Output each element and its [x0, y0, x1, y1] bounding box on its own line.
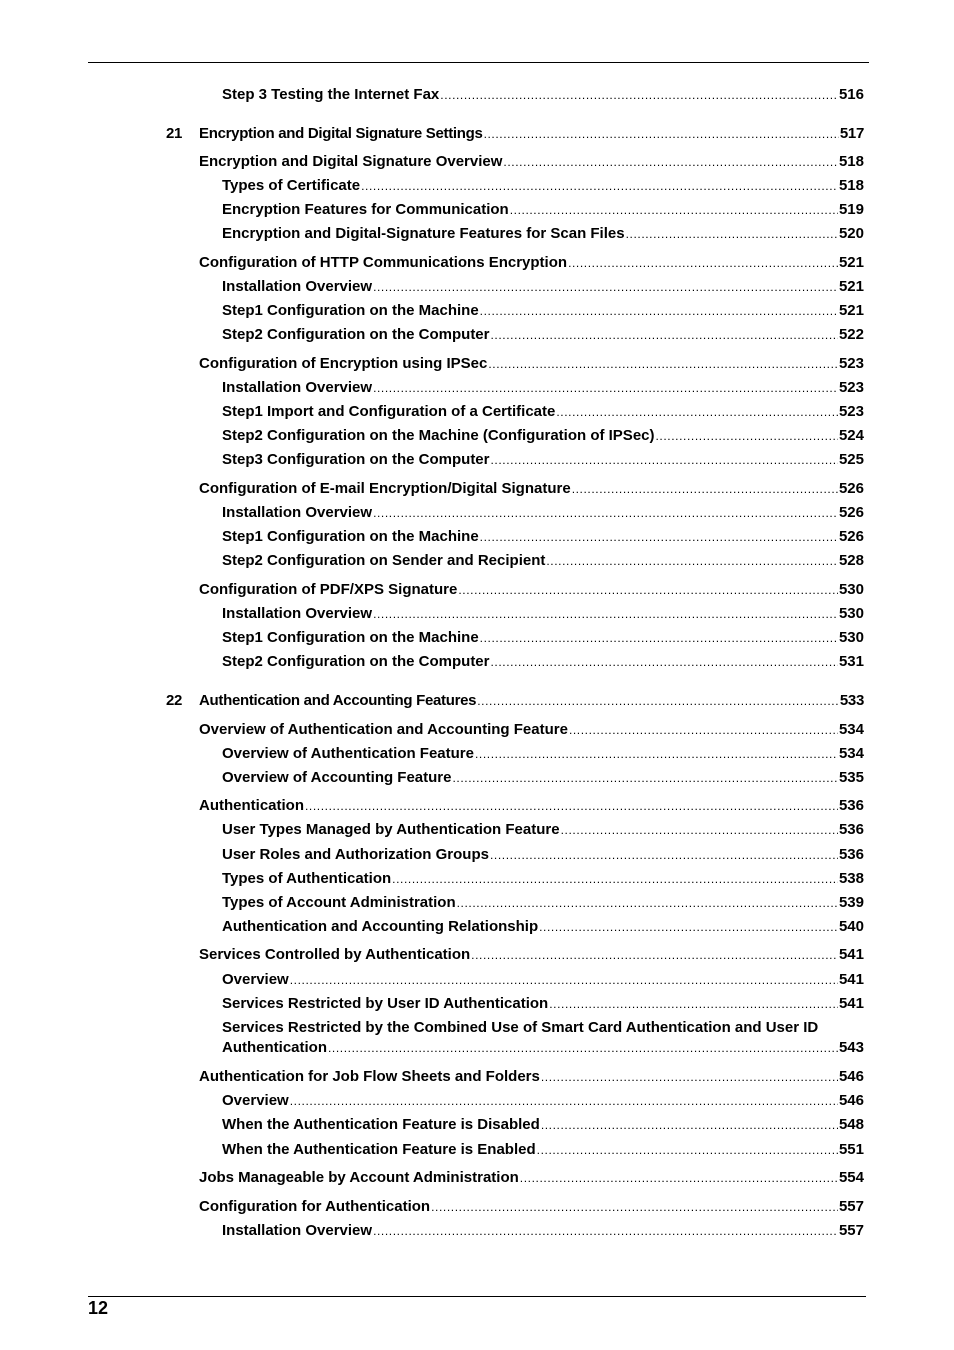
- toc-page-number: 541: [838, 946, 864, 963]
- toc-entry[interactable]: [222, 628, 864, 648]
- toc-entry[interactable]: [222, 1038, 864, 1058]
- toc-title: User Types Managed by Authentication Feature: [222, 821, 560, 838]
- toc-entry[interactable]: [199, 1197, 864, 1217]
- toc-page-number: 548: [838, 1116, 864, 1133]
- dot-leader: [361, 176, 838, 196]
- toc-page-number: 524: [838, 427, 864, 444]
- dot-leader: [480, 628, 838, 648]
- toc-page-number: 551: [838, 1141, 864, 1158]
- dot-leader: [373, 1221, 838, 1241]
- toc-entry[interactable]: [222, 450, 864, 470]
- toc-title: Overview of Authentication Feature: [222, 745, 474, 762]
- toc-page-number: 521: [838, 302, 864, 319]
- toc-title: Installation Overview: [222, 504, 373, 521]
- dot-leader: [556, 402, 838, 422]
- toc-entry[interactable]: [222, 301, 864, 321]
- toc-entry[interactable]: [199, 152, 864, 172]
- toc-page-number: 538: [838, 870, 864, 887]
- dot-leader: [305, 796, 838, 816]
- toc-title: Installation Overview: [222, 278, 373, 295]
- toc-page-number: 536: [838, 846, 864, 863]
- toc-entry[interactable]: [222, 1221, 864, 1241]
- toc-title: Services Controlled by Authentication: [199, 946, 471, 963]
- toc-page-number: 530: [838, 581, 864, 598]
- dot-leader: [572, 479, 838, 499]
- toc-title: Step3 Configuration on the Computer: [222, 451, 490, 468]
- toc-entry[interactable]: [199, 580, 864, 600]
- toc-title: Authentication and Accounting Features: [199, 692, 477, 709]
- toc-entry[interactable]: [222, 200, 864, 220]
- toc-entry[interactable]: [166, 124, 864, 144]
- toc-title: Step2 Configuration on the Computer: [222, 326, 490, 343]
- toc-title: Authentication: [222, 1039, 327, 1056]
- toc-entry[interactable]: [222, 869, 864, 889]
- toc-entry[interactable]: [222, 85, 864, 105]
- toc-page-number: 539: [838, 894, 864, 911]
- toc-page-number: 526: [838, 528, 864, 545]
- toc-page-number: 520: [838, 225, 864, 242]
- toc-entry[interactable]: [222, 426, 864, 446]
- toc-title: Authentication for Job Flow Sheets and Folders: [199, 1068, 540, 1085]
- toc-page-number: 526: [838, 504, 864, 521]
- dot-leader: [510, 200, 838, 220]
- dot-leader: [475, 744, 838, 764]
- toc-entry[interactable]: [199, 479, 864, 499]
- dot-leader: [490, 845, 838, 865]
- page-number: 12: [88, 1298, 109, 1318]
- toc-entry[interactable]: [222, 994, 864, 1014]
- toc-page-number: 518: [838, 177, 864, 194]
- toc-entry[interactable]: [222, 402, 864, 422]
- toc-entry[interactable]: [199, 1168, 864, 1188]
- toc-entry[interactable]: [222, 551, 864, 571]
- toc-title: Step2 Configuration on the Computer: [222, 653, 490, 670]
- dot-leader: [477, 691, 839, 711]
- toc-entry[interactable]: [222, 652, 864, 672]
- toc-title: Encryption and Digital Signature Settings: [199, 125, 483, 142]
- toc-entry[interactable]: [222, 503, 864, 523]
- dot-leader: [491, 325, 838, 345]
- toc-page-number: 522: [838, 326, 864, 343]
- toc-page-number: 521: [838, 254, 864, 271]
- toc-entry[interactable]: [222, 1115, 864, 1135]
- dot-leader: [656, 426, 838, 446]
- dot-leader: [290, 970, 838, 990]
- footer-rule: [88, 1296, 866, 1297]
- dot-leader: [431, 1197, 838, 1217]
- toc-title: Overview of Authentication and Accounting Feature: [199, 721, 568, 738]
- dot-leader: [373, 277, 838, 297]
- toc-title: Encryption and Digital Signature Overview: [199, 153, 503, 170]
- dot-leader: [480, 527, 838, 547]
- toc-entry[interactable]: [222, 768, 864, 788]
- dot-leader: [328, 1038, 838, 1058]
- dot-leader: [440, 85, 838, 105]
- toc-title: Services Restricted by the Combined Use of Smart Card Authentication and User ID: [222, 1019, 819, 1036]
- dot-leader: [561, 820, 838, 840]
- toc-entry[interactable]: [199, 1067, 864, 1087]
- toc-title: Step 3 Testing the Internet Fax: [222, 86, 440, 103]
- dot-leader: [453, 768, 838, 788]
- toc-entry[interactable]: [166, 691, 864, 711]
- toc-title: Installation Overview: [222, 605, 373, 622]
- dot-leader: [491, 450, 838, 470]
- toc-page-number: 523: [838, 379, 864, 396]
- dot-leader: [520, 1168, 838, 1188]
- toc-entry[interactable]: [222, 820, 864, 840]
- toc-page-number: 523: [838, 403, 864, 420]
- toc-title: Authentication: [199, 797, 304, 814]
- toc-page-number: 557: [838, 1222, 864, 1239]
- toc-title: Encryption Features for Communication: [222, 201, 509, 218]
- dot-leader: [471, 945, 838, 965]
- toc-entry[interactable]: [222, 1140, 864, 1160]
- toc-entry[interactable]: [199, 720, 864, 740]
- toc-page-number: 528: [838, 552, 864, 569]
- toc-page-number: 541: [838, 971, 864, 988]
- toc-entry[interactable]: [199, 354, 864, 374]
- toc-page-number: 543: [838, 1039, 864, 1056]
- toc-title: Configuration for Authentication: [199, 1198, 431, 1215]
- dot-leader: [541, 1115, 838, 1135]
- toc-page-number: 535: [838, 769, 864, 786]
- toc-page-number: 523: [838, 355, 864, 372]
- toc-page-number: 557: [838, 1198, 864, 1215]
- dot-leader: [539, 917, 838, 937]
- toc-title: User Roles and Authorization Groups: [222, 846, 489, 863]
- toc-page-number: 554: [838, 1169, 864, 1186]
- dot-leader: [458, 580, 838, 600]
- dot-leader: [488, 354, 838, 374]
- toc-page-number: 536: [838, 821, 864, 838]
- dot-leader: [491, 652, 838, 672]
- toc-title: Step2 Configuration on the Machine (Configuration of IPSec): [222, 427, 655, 444]
- toc-entry[interactable]: [222, 1091, 864, 1111]
- toc-page-number: 533: [839, 692, 864, 709]
- dot-leader: [457, 893, 838, 913]
- toc-title: Services Restricted by User ID Authentication: [222, 995, 549, 1012]
- toc-entry[interactable]: [222, 604, 864, 624]
- toc-page-number: 534: [838, 745, 864, 762]
- toc-page-number: 517: [839, 125, 864, 142]
- toc-title: Configuration of HTTP Communications Encryption: [199, 254, 568, 271]
- toc-entry[interactable]: [222, 917, 864, 937]
- dot-leader: [392, 869, 838, 889]
- dot-leader: [537, 1140, 838, 1160]
- toc-page-number: 534: [838, 721, 864, 738]
- toc-title: Jobs Manageable by Account Administration: [199, 1169, 519, 1186]
- toc-page-number: 530: [838, 605, 864, 622]
- toc-page-number: 546: [838, 1068, 864, 1085]
- toc-title: Configuration of E-mail Encryption/Digital Signature: [199, 480, 571, 497]
- toc-entry[interactable]: [222, 893, 864, 913]
- dot-leader: [568, 253, 838, 273]
- toc-title: When the Authentication Feature is Disabled: [222, 1116, 540, 1133]
- toc-page-number: 536: [838, 797, 864, 814]
- toc-entry-line: [222, 1018, 864, 1038]
- dot-leader: [541, 1067, 838, 1087]
- toc-title: Configuration of Encryption using IPSec: [199, 355, 488, 372]
- dot-leader: [503, 152, 838, 172]
- toc-entry[interactable]: [222, 325, 864, 345]
- toc-title: Encryption and Digital-Signature Features for Scan Files: [222, 225, 625, 242]
- toc-entry[interactable]: [222, 176, 864, 196]
- toc-page-number: 526: [838, 480, 864, 497]
- toc-title: Configuration of PDF/XPS Signature: [199, 581, 458, 598]
- toc-title: When the Authentication Feature is Enabled: [222, 1141, 536, 1158]
- dot-leader: [290, 1091, 838, 1111]
- toc-page-number: 516: [838, 86, 864, 103]
- toc-title: Overview: [222, 1092, 289, 1109]
- toc-entry[interactable]: [222, 527, 864, 547]
- dot-leader: [549, 994, 838, 1014]
- toc-title: Installation Overview: [222, 1222, 373, 1239]
- toc-title: Installation Overview: [222, 379, 373, 396]
- dot-leader: [373, 503, 838, 523]
- toc-title: Types of Authentication: [222, 870, 392, 887]
- toc-entry[interactable]: [222, 277, 864, 297]
- toc-page-number: 518: [838, 153, 864, 170]
- toc-page-number: 546: [838, 1092, 864, 1109]
- toc-entry[interactable]: [222, 378, 864, 398]
- toc-page-number: 530: [838, 629, 864, 646]
- toc-entry[interactable]: [199, 253, 864, 273]
- toc-page-number: 521: [838, 278, 864, 295]
- dot-leader: [484, 124, 839, 144]
- toc-title: Authentication and Accounting Relationship: [222, 918, 539, 935]
- toc-title: Step1 Configuration on the Machine: [222, 528, 479, 545]
- dot-leader: [569, 720, 838, 740]
- toc-entry[interactable]: [222, 845, 864, 865]
- toc-page-number: 540: [838, 918, 864, 935]
- toc-page-number: 541: [838, 995, 864, 1012]
- toc-page-number: 531: [838, 653, 864, 670]
- toc-chapter-number: 21: [166, 125, 183, 142]
- toc-title: Step2 Configuration on Sender and Recipient: [222, 552, 546, 569]
- toc-entry[interactable]: [222, 224, 864, 244]
- toc-entry[interactable]: [199, 796, 864, 816]
- toc-title: Step1 Configuration on the Machine: [222, 629, 479, 646]
- toc-entry[interactable]: [222, 970, 864, 990]
- toc-title: Overview: [222, 971, 289, 988]
- toc-title: Types of Account Administration: [222, 894, 456, 911]
- toc-page-number: 519: [838, 201, 864, 218]
- dot-leader: [373, 378, 838, 398]
- toc-title: Step1 Configuration on the Machine: [222, 302, 479, 319]
- toc-entry[interactable]: [199, 945, 864, 965]
- dot-leader: [546, 551, 838, 571]
- dot-leader: [626, 224, 838, 244]
- toc-title: Step1 Import and Configuration of a Certificate: [222, 403, 556, 420]
- toc-page-number: 525: [838, 451, 864, 468]
- toc-entry[interactable]: [222, 744, 864, 764]
- toc-chapter-number: 22: [166, 692, 183, 709]
- toc-title: Overview of Accounting Feature: [222, 769, 452, 786]
- toc-title: Types of Certificate: [222, 177, 361, 194]
- dot-leader: [480, 301, 838, 321]
- dot-leader: [373, 604, 838, 624]
